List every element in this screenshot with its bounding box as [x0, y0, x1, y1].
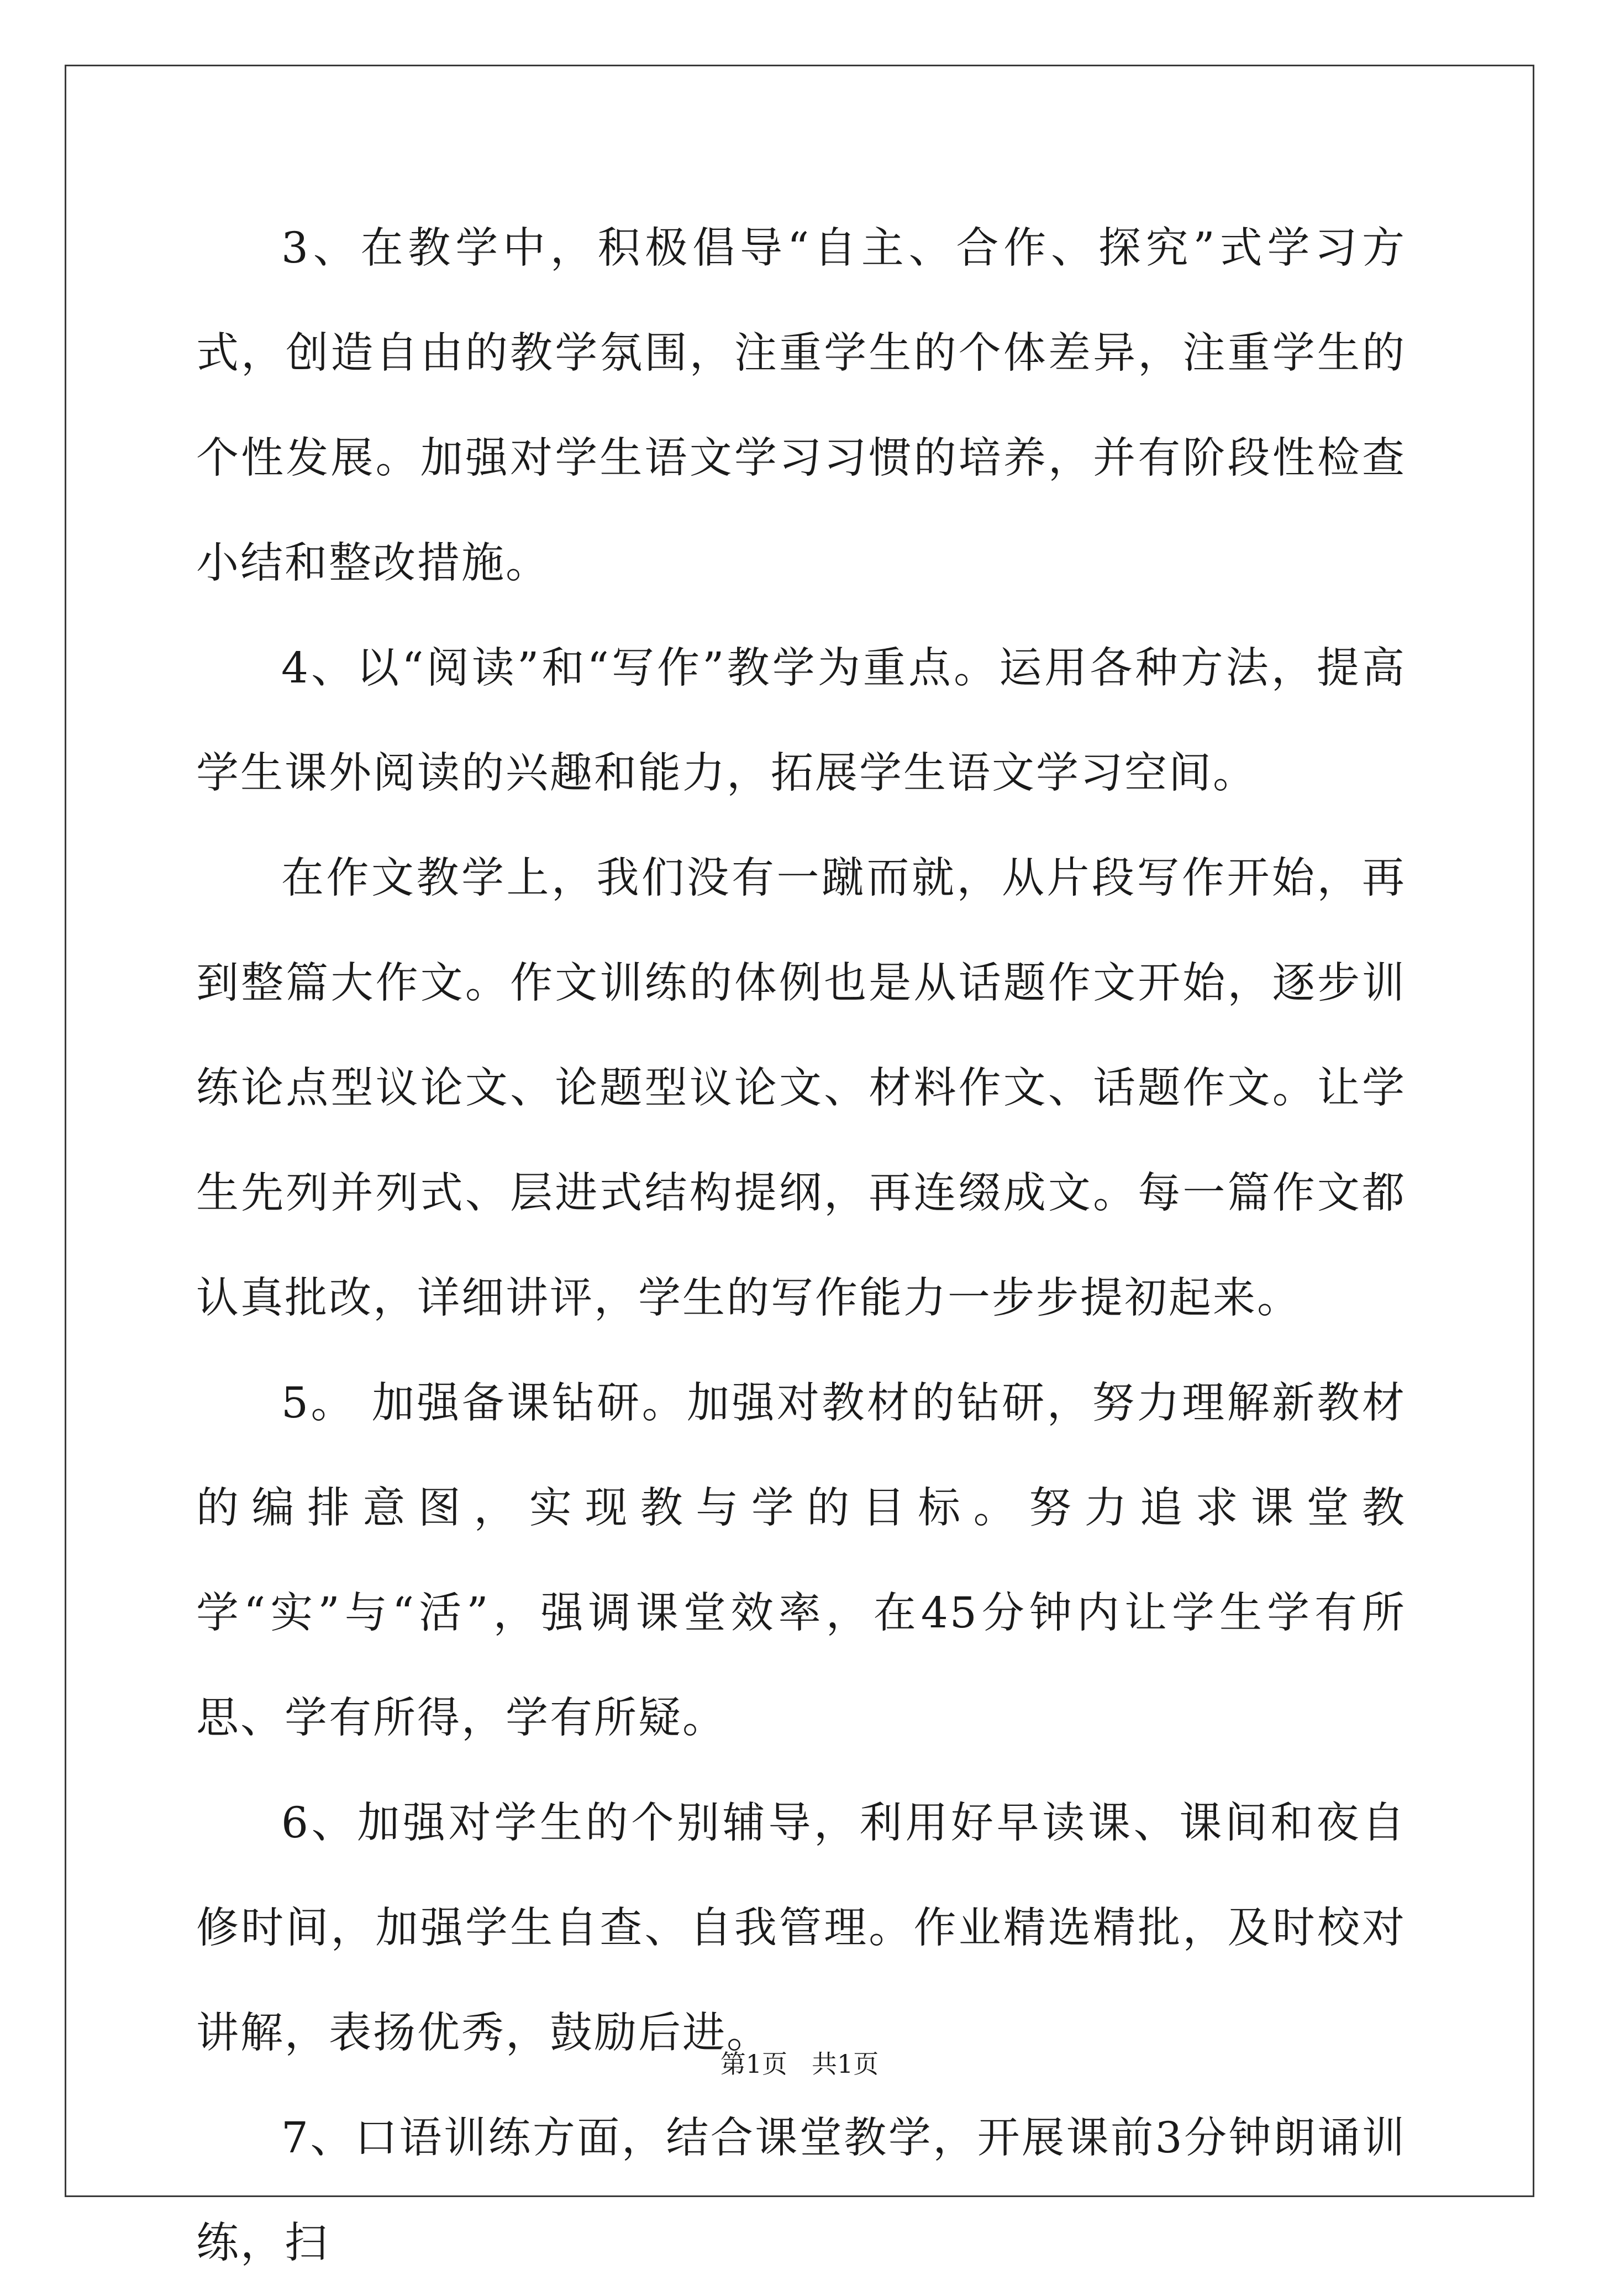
- document-body: [196, 196, 1406, 2296]
- paragraph: 3、在教学中，积极倡导“自主、合作、探究”式学习方式，创造自由的教学氛围，注重学生的个体差异，注重学生的个性发展。加强对学生语文学习习惯的培养，并有阶段性检查小结和整改措施。: [196, 224, 1406, 588]
- paragraph: 5。 加强备课钻研。加强对教材的钻研，努力理解新教材的编排意图，实现教与学的目标。努力追求课堂教学“实”与“活”，强调课堂效率，在45分钟内让学生学有所思、学有所得，学有所疑。: [196, 1379, 1406, 1743]
- footer-spacer: [787, 2049, 812, 2079]
- page-number: 第1页: [720, 2049, 788, 2079]
- page-total: 共1页: [811, 2049, 879, 2079]
- paragraph: 4、以“阅读”和“写作”教学为重点。运用各种方法，提高学生课外阅读的兴趣和能力，拓展学生语文学习空间。: [196, 644, 1406, 798]
- paragraph: 6、加强对学生的个别辅导，利用好早读课、课间和夜自修时间，加强学生自查、自我管理。作业精选精批，及时校对讲解，表扬优秀，鼓励后进。: [196, 1799, 1406, 2058]
- paragraph: 7、口语训练方面，结合课堂教学，开展课前3分钟朗诵训练，扫: [196, 2114, 1406, 2268]
- page-footer: [0, 2047, 1599, 2080]
- paragraph: 在作文教学上，我们没有一蹴而就，从片段写作开始，再到整篇大作文。作文训练的体例也是从话题作文开始，逐步训练论点型议论文、论题型议论文、材料作文、话题作文。让学生先列并列式、层进式结构提纲，再连缀成文。每一篇作文都认真批改，详细讲评，学生的写作能力一步步提初起来。: [196, 854, 1406, 1323]
